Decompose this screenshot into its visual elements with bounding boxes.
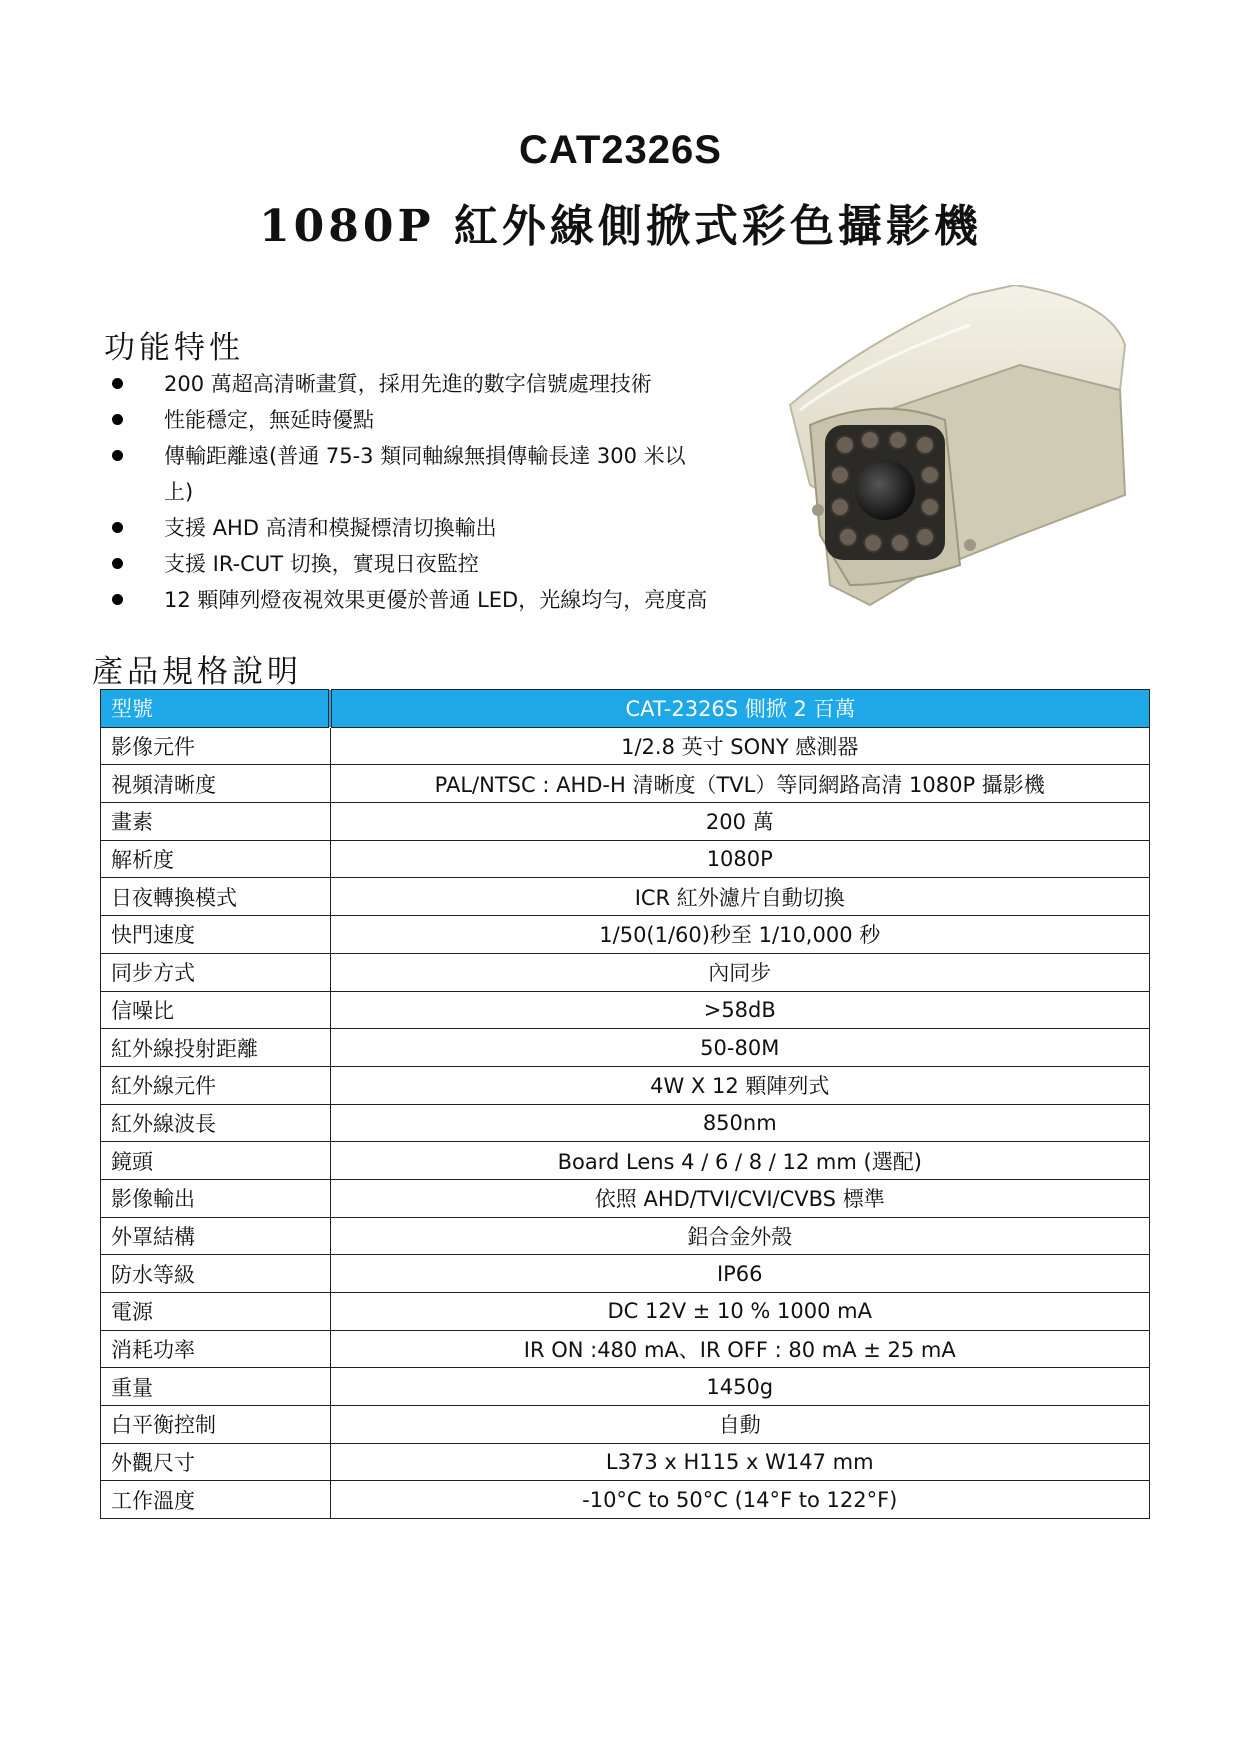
spec-value: 200 萬 (330, 803, 1150, 841)
spec-key: 日夜轉換模式 (101, 878, 331, 916)
spec-header-row (101, 690, 1150, 728)
table-row (101, 1443, 1150, 1481)
table-row (101, 803, 1150, 841)
spec-key: 電源 (101, 1293, 331, 1331)
spec-key: 消耗功率 (101, 1330, 331, 1368)
spec-value: 1080P (330, 840, 1150, 878)
table-row (101, 1029, 1150, 1067)
table-row (101, 1217, 1150, 1255)
spec-key: 紅外線波長 (101, 1104, 331, 1142)
table-row (101, 840, 1150, 878)
spec-key: 工作溫度 (101, 1481, 331, 1519)
spec-key: 同步方式 (101, 953, 331, 991)
spec-value: >58dB (330, 991, 1150, 1029)
spec-value: 1/2.8 英寸 SONY 感測器 (330, 727, 1150, 765)
spec-value: CAT-2326S 側掀 2 百萬 (330, 690, 1150, 728)
spec-value: -10°C to 50°C (14°F to 122°F) (330, 1481, 1150, 1519)
features-list (100, 366, 800, 618)
spec-key: 影像輸出 (101, 1179, 331, 1217)
spec-value: 自動 (330, 1406, 1150, 1444)
table-row (101, 765, 1150, 803)
table-row (101, 1406, 1150, 1444)
bullet-icon (112, 414, 123, 425)
product-subtitle: 1080P 紅外線側掀式彩色攝影機 (259, 201, 982, 252)
spec-value: 50-80M (330, 1029, 1150, 1067)
spec-key: 鏡頭 (101, 1142, 331, 1180)
table-row (101, 1330, 1150, 1368)
table-row (101, 1066, 1150, 1104)
spec-key: 型號 (101, 690, 331, 728)
spec-key: 紅外線元件 (101, 1066, 331, 1104)
feature-item: 性能穩定，無延時優點 (100, 402, 800, 438)
table-row (101, 878, 1150, 916)
camera-product-image (770, 285, 1145, 635)
spec-key: 影像元件 (101, 727, 331, 765)
spec-key: 畫素 (101, 803, 331, 841)
spec-key: 防水等級 (101, 1255, 331, 1293)
table-row (101, 1142, 1150, 1180)
feature-item: 200 萬超高清晰畫質，採用先進的數字信號處理技術 (100, 366, 800, 402)
product-model-title: CAT2326S (519, 128, 722, 172)
bullet-icon (112, 558, 123, 569)
spec-key: 紅外線投射距離 (101, 1029, 331, 1067)
spec-value: IP66 (330, 1255, 1150, 1293)
spec-value: 1/50(1/60)秒至 1/10,000 秒 (330, 916, 1150, 954)
table-row (101, 1104, 1150, 1142)
spec-key: 視頻清晰度 (101, 765, 331, 803)
feature-item: 支援 AHD 高清和模擬標清切換輸出 (100, 510, 800, 546)
table-row (101, 1179, 1150, 1217)
table-row (101, 916, 1150, 954)
spec-value: 依照 AHD/TVI/CVI/CVBS 標準 (330, 1179, 1150, 1217)
bullet-icon (112, 450, 123, 461)
spec-value: 鋁合金外殼 (330, 1217, 1150, 1255)
bullet-icon (112, 594, 123, 605)
spec-heading: 產品規格說明 (92, 654, 302, 690)
spec-value: 850nm (330, 1104, 1150, 1142)
spec-key: 信噪比 (101, 991, 331, 1029)
table-row (101, 1255, 1150, 1293)
spec-value: IR ON :480 mA、IR OFF : 80 mA ± 25 mA (330, 1330, 1150, 1368)
spec-key: 快門速度 (101, 916, 331, 954)
table-row (101, 953, 1150, 991)
spec-key: 外罩結構 (101, 1217, 331, 1255)
table-row (101, 727, 1150, 765)
feature-item: 支援 IR-CUT 切換，實現日夜監控 (100, 546, 800, 582)
spec-value: 內同步 (330, 953, 1150, 991)
spec-value: ICR 紅外濾片自動切換 (330, 878, 1150, 916)
spec-value: L373 x H115 x W147 mm (330, 1443, 1150, 1481)
spec-key: 外觀尺寸 (101, 1443, 331, 1481)
spec-key: 重量 (101, 1368, 331, 1406)
spec-value: 1450g (330, 1368, 1150, 1406)
bullet-icon (112, 522, 123, 533)
spec-key: 白平衡控制 (101, 1406, 331, 1444)
spec-table (100, 689, 1150, 1519)
spec-key: 解析度 (101, 840, 331, 878)
table-row (101, 991, 1150, 1029)
table-row (101, 1368, 1150, 1406)
feature-item: 傳輸距離遠(普通 75-3 類同軸線無損傳輸長達 300 米以上) (100, 438, 800, 510)
feature-item: 12 顆陣列燈夜視效果更優於普通 LED，光線均勻，亮度高 (100, 582, 800, 618)
spec-value: Board Lens 4 / 6 / 8 / 12 mm (選配) (330, 1142, 1150, 1180)
table-row (101, 1293, 1150, 1331)
spec-value: PAL/NTSC : AHD-H 清晰度（TVL）等同網路高清 1080P 攝影機 (330, 765, 1150, 803)
features-heading: 功能特性 (104, 330, 244, 366)
table-row (101, 1481, 1150, 1519)
spec-value: 4W X 12 顆陣列式 (330, 1066, 1150, 1104)
bullet-icon (112, 378, 123, 389)
spec-value: DC 12V ± 10 % 1000 mA (330, 1293, 1150, 1331)
